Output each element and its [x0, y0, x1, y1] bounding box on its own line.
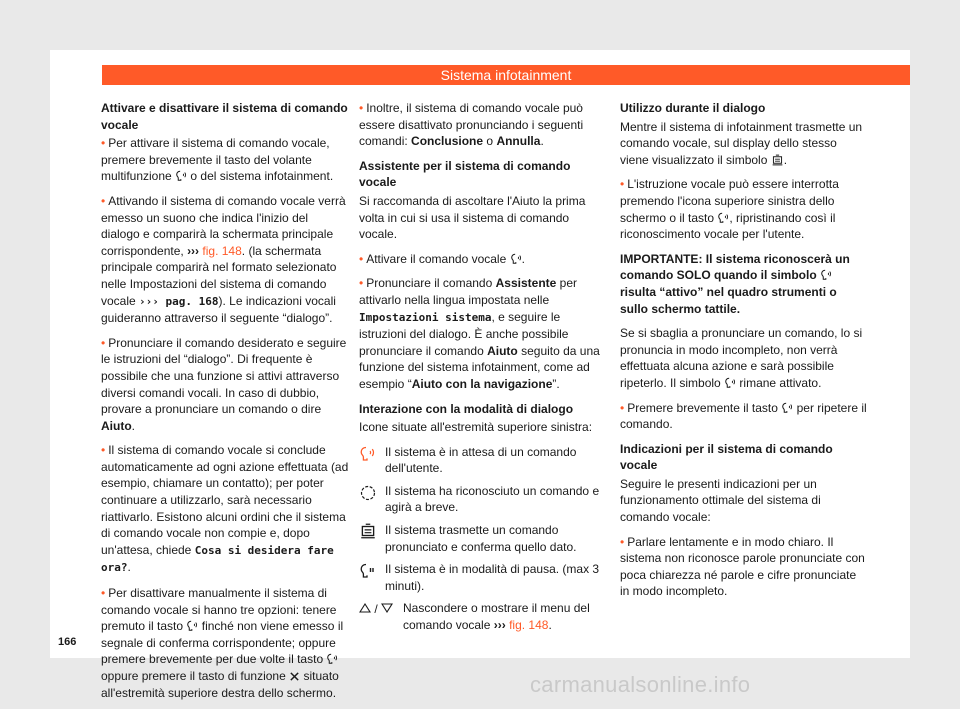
section-heading: Assistente per il sistema di comando vocale	[359, 158, 571, 190]
paragraph: • Premere brevemente il tasto per ripetere il comando.	[620, 400, 867, 432]
bullet: •	[101, 193, 106, 208]
recognized-icon	[359, 483, 385, 516]
paragraph: Se si sbaglia a pronunciare un comando, lo si pronuncia in modo incompleto, non verrà effettuata alcuna azione e sarà possibile ripeterlo. Il simbolo rimane attivato.	[620, 326, 863, 390]
voice-control-icon	[510, 253, 522, 265]
transmit-icon	[359, 522, 385, 555]
figure-link[interactable]: fig. 148	[202, 243, 242, 258]
close-icon	[289, 671, 300, 682]
page-header: Sistema infotainment	[102, 65, 910, 85]
paragraph: Seguire le presenti indicazioni per un funzionamento ottimale del sistema di comando vocale:	[620, 476, 821, 525]
voice-command: Cosa si desidera fare ora?	[101, 543, 334, 575]
page-number: 166	[58, 636, 77, 648]
paragraph: Si raccomanda di ascoltare l'Aiuto la prima volta in cui si usa il sistema di comando vocale.	[359, 193, 586, 242]
bullet: •	[359, 276, 364, 291]
paragraph: • Per disattivare manualmente il sistema di comando vocale si hanno tre opzioni: tenere premuto il tasto finché non viene emesso il segnale di conferma corrispondente; oppure premere brevemente per due volte il tasto oppure premere il tasto di funzione situato all'estremità superiore destra dello schermo.	[101, 586, 344, 700]
column-3	[620, 100, 868, 608]
collapse-expand-icons: /	[359, 600, 403, 633]
transmit-icon	[771, 154, 784, 166]
paragraph: Icone situate all'estremità superiore sinistra:	[359, 420, 593, 435]
chevron-down-icon	[381, 602, 393, 614]
watermark: carmanualsonline.info	[530, 672, 751, 697]
paragraph: • Inoltre, il sistema di comando vocale può essere disattivato pronunciando i seguenti comandi: Conclusione o Annulla.	[359, 101, 584, 149]
paragraph: • Per attivare il sistema di comando vocale, premere brevemente il tasto del volante multifunzione o del sistema infotainment.	[101, 136, 334, 184]
column-1	[101, 100, 349, 709]
bullet: •	[101, 586, 106, 601]
voice-control-icon	[186, 620, 198, 632]
bullet: •	[620, 534, 625, 549]
voice-control-icon	[175, 170, 187, 182]
paragraph: • Pronunciare il comando desiderato e seguire le istruzioni del “dialogo”. Di frequente è possibile che una funzione si attivi attraverso diversi comandi vocali. In caso di dubbio, provare a pronunciare un comando o dire Aiuto.	[101, 335, 347, 433]
section-heading: Interazione con la modalità di dialogo	[359, 401, 574, 416]
bullet: •	[101, 443, 106, 458]
paragraph: • Il sistema di comando vocale si conclude automaticamente ad ogni azione effettuata (ad esempio, chiamare un contatto); per poter continuare a utilizzarlo, sarà necessario riattivarlo. Esistono alcuni ordini che il sistema di comando vocale non compie e, dopo un'attesa, chiede Cosa si desidera fare ora?.	[101, 443, 349, 575]
symbol-row	[359, 600, 607, 633]
paragraph: • Parlare lentamente e in modo chiaro. Il sistema non riconosce parole pronunciate con poca chiarezza né parole e cifre pronunciate in modo incompleto.	[620, 534, 865, 599]
pause-icon	[359, 561, 385, 594]
page-link[interactable]: ››› pag. 168	[139, 294, 219, 308]
symbol-row	[359, 561, 607, 594]
voice-control-icon	[781, 402, 793, 414]
voice-control-icon	[717, 212, 729, 224]
bullet: •	[359, 251, 364, 266]
chevron-up-icon	[359, 602, 371, 614]
bullet: •	[101, 335, 106, 350]
paragraph: • L'istruzione vocale può essere interrotta premendo l'icona superiore sinistra dello schermo o il tasto , ripristinando così il riconoscimento vocale per l'utente.	[620, 177, 839, 242]
column-2	[359, 100, 607, 640]
voice-control-icon	[820, 269, 832, 281]
voice-control-icon	[326, 653, 338, 665]
paragraph: Mentre il sistema di infotainment trasmette un comando vocale, sul display dello stesso viene visualizzato il simbolo .	[620, 119, 863, 167]
symbol-description: Nascondere o mostrare il menu del comando vocale ››› fig. 148.	[403, 601, 590, 633]
bullet: •	[101, 136, 106, 151]
symbol-row	[359, 522, 607, 555]
bullet: •	[359, 101, 364, 115]
voice-control-icon	[724, 377, 736, 389]
paragraph: • Pronunciare il comando Assistente per attivarlo nella lingua impostata nelle Impostazioni sistema, e seguire le istruzioni del dialogo. È anche possibile pronunciare il comando Aiuto seguito da una funzione del sistema infotainment, come ad esempio “Aiuto con la navigazione”.	[359, 276, 600, 391]
bullet: •	[620, 400, 625, 415]
figure-link[interactable]: fig. 148	[509, 618, 549, 633]
symbol-description: Il sistema ha riconosciuto un comando e agirà a breve.	[385, 483, 600, 515]
symbol-row	[359, 483, 607, 516]
paragraph: • Attivare il comando vocale .	[359, 251, 525, 266]
section-heading: Attivare e disattivare il sistema di comando vocale	[101, 101, 348, 132]
menu-path: Impostazioni sistema	[359, 310, 492, 324]
symbol-row	[359, 444, 607, 477]
symbol-description: Il sistema è in modalità di pausa. (max 3 minuti).	[385, 562, 600, 593]
symbol-description: Il sistema trasmette un comando pronunciato e conferma quello dato.	[385, 523, 577, 554]
listening-icon	[359, 444, 385, 477]
section-heading: Indicazioni per il sistema di comando vocale	[620, 441, 833, 473]
paragraph: • Attivando il sistema di comando vocale verrà emesso un suono che indica l'inizio del dialogo e comparirà la schermata principale corrispondente, ››› fig. 148. (la schermata principale comparirà nel formato selezionato nelle Impostazioni del sistema di comando vocale ››› pag. 168). Le indicazioni vocali guideranno attraverso il seguente “dialogo”.	[101, 193, 346, 326]
symbol-description: Il sistema è in attesa di un comando dell'utente.	[385, 444, 577, 476]
bullet: •	[620, 177, 625, 192]
section-heading: Utilizzo durante il dialogo	[620, 101, 766, 115]
important-note: IMPORTANTE: Il sistema riconoscerà un comando SOLO quando il simbolo risulta “attivo” nel quadro strumenti o sullo schermo tattile.	[620, 251, 850, 316]
